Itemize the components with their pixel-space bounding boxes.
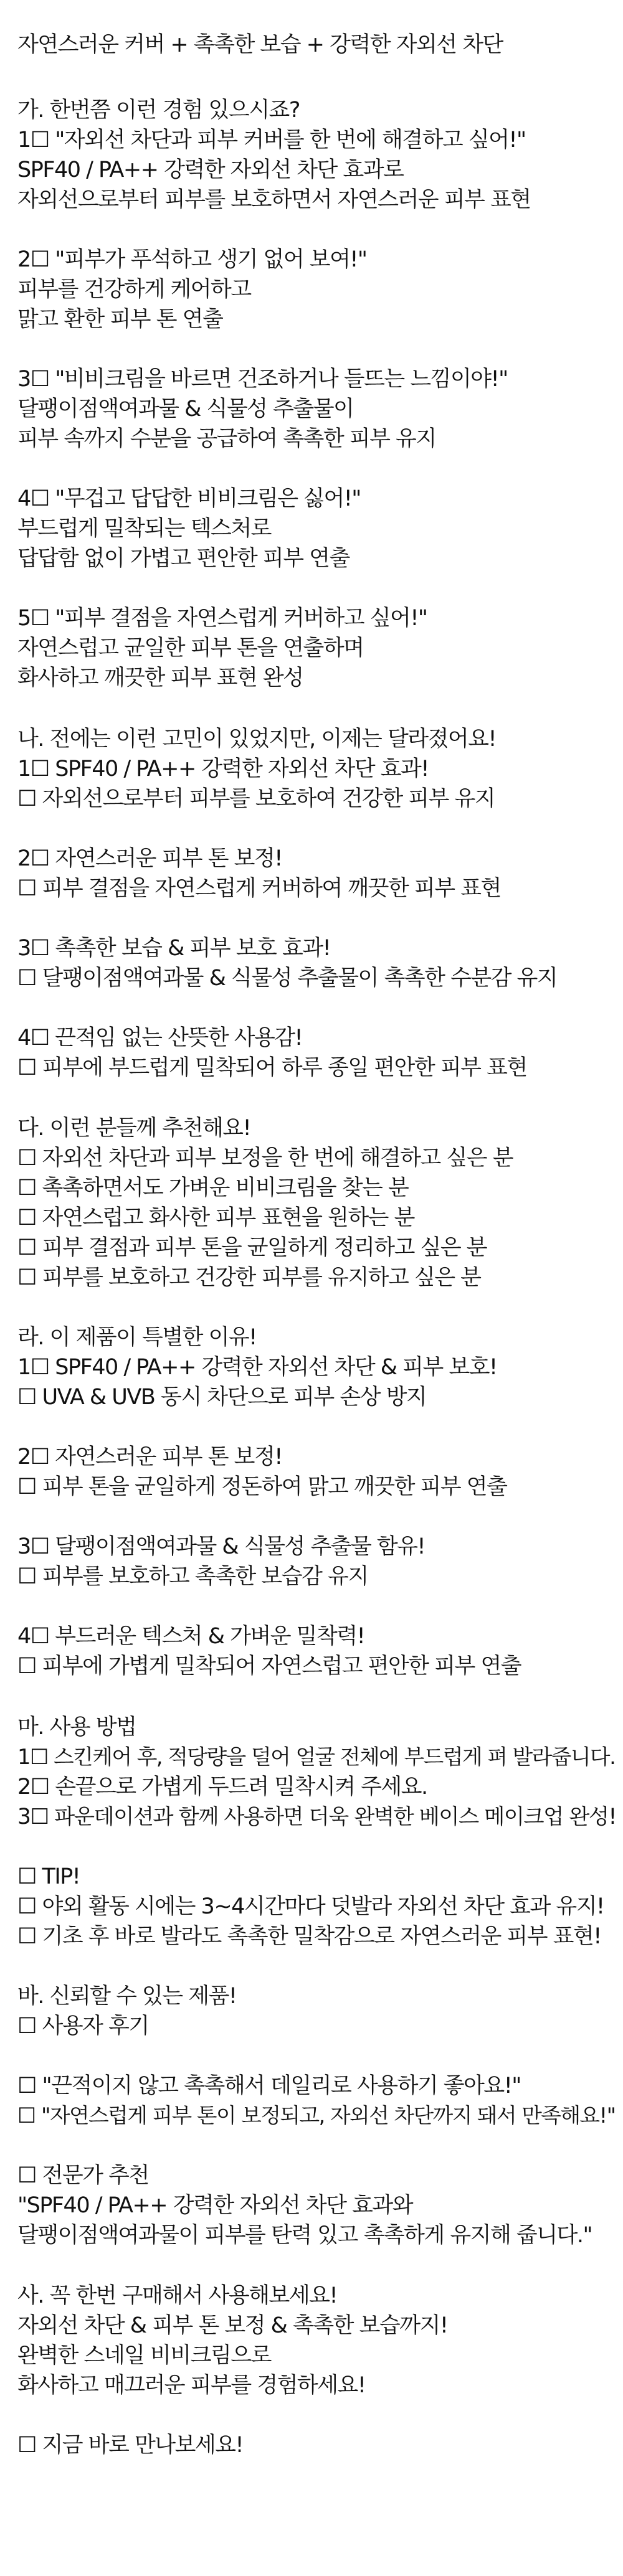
text-line: ☐ 사용자 후기 <box>17 2014 149 2039</box>
text-line: ☐ 피부에 부드럽게 밀착되어 하루 종일 편안한 피부 표현 <box>17 1055 527 1080</box>
text-line: 1☐ "자외선 차단과 피부 커버를 한 번에 해결하고 싶어!" <box>17 128 526 153</box>
text-line: 1☐ 스킨케어 후, 적당량을 덜어 얼굴 전체에 부드럽게 펴 발라줍니다. <box>17 1745 616 1769</box>
text-line: 피부 속까지 수분을 공급하여 촉촉한 피부 유지 <box>17 427 436 451</box>
text-line: ☐ 자외선 차단과 피부 보정을 한 번에 해결하고 싶은 분 <box>17 1146 513 1171</box>
text-line: 2☐ 손끝으로 가볍게 두드려 밀착시켜 주세요. <box>17 1775 427 1800</box>
text-line: 달팽이점액여과물이 피부를 탄력 있고 촉촉하게 유지해 줍니다." <box>17 2223 592 2248</box>
text-line: ☐ 기초 후 바로 발라도 촉촉한 밀착감으로 자연스러운 피부 표현! <box>17 1924 601 1949</box>
text-line: 1☐ SPF40 / PA++ 강력한 자외선 차단 & 피부 보호! <box>17 1355 497 1380</box>
text-line: ☐ 피부에 가볍게 밀착되어 자연스럽고 편안한 피부 연출 <box>17 1654 521 1679</box>
text-line: 달팽이점액여과물 & 식물성 추출물이 <box>17 397 354 422</box>
text-line: 1☐ SPF40 / PA++ 강력한 자외선 차단 효과! <box>17 757 429 781</box>
text-line: 2☐ 자연스러운 피부 톤 보정! <box>17 1445 282 1470</box>
section-heading: 사. 꼭 한번 구매해서 사용해보세요! <box>17 2283 337 2308</box>
text-line: ☐ UVA & UVB 동시 차단으로 피부 손상 방지 <box>17 1385 427 1410</box>
section-heading: 나. 전에는 이런 고민이 있었지만, 이제는 달라졌어요! <box>17 727 497 752</box>
text-line: 답답함 없이 가볍고 편안한 피부 연출 <box>17 546 350 571</box>
text-line: "SPF40 / PA++ 강력한 자외선 차단 효과와 <box>17 2193 413 2218</box>
text-line: SPF40 / PA++ 강력한 자외선 차단 효과로 <box>17 158 404 182</box>
text-line: ☐ 피부 결점을 자연스럽게 커버하여 깨끗한 피부 표현 <box>17 876 501 901</box>
text-line: ☐ 자연스럽고 화사한 피부 표현을 원하는 분 <box>17 1205 414 1230</box>
text-line: 3☐ 파운데이션과 함께 사용하면 더욱 완벽한 베이스 메이크업 완성! <box>17 1805 616 1829</box>
text-line: 2☐ "피부가 푸석하고 생기 없어 보여!" <box>17 247 367 272</box>
text-line: ☐ TIP! <box>17 1864 80 1889</box>
text-line: 화사하고 깨끗한 피부 표현 완성 <box>17 666 303 691</box>
section-heading: 라. 이 제품이 특별한 이유! <box>17 1325 257 1350</box>
text-line: ☐ 촉촉하면서도 가벼운 비비크림을 찾는 분 <box>17 1176 409 1201</box>
text-line: 부드럽게 밀착되는 텍스처로 <box>17 516 271 541</box>
text-line: ☐ 달팽이점액여과물 & 식물성 추출물이 촉촉한 수분감 유지 <box>17 966 558 991</box>
text-line: 3☐ "비비크림을 바르면 건조하거나 들뜨는 느낌이야!" <box>17 367 508 392</box>
section-heading: 바. 신뢰할 수 있는 제품! <box>17 1984 237 2009</box>
text-line: 자연스럽고 균일한 피부 톤을 연출하며 <box>17 636 364 661</box>
text-line: ☐ "자연스럽게 피부 톤이 보정되고, 자외선 차단까지 돼서 만족해요!" <box>17 2103 616 2128</box>
text-line: 화사하고 매끄러운 피부를 경험하세요! <box>17 2373 366 2398</box>
text-line: ☐ 피부를 보호하고 건강한 피부를 유지하고 싶은 분 <box>17 1265 481 1290</box>
text-line: 4☐ 부드러운 텍스처 & 가벼운 밀착력! <box>17 1624 365 1649</box>
text-line: ☐ 피부를 보호하고 촉촉한 보습감 유지 <box>17 1564 368 1589</box>
text-line: ☐ 피부 결점과 피부 톤을 균일하게 정리하고 싶은 분 <box>17 1235 487 1260</box>
text-line: 4☐ "무겁고 답답한 비비크림은 싫어!" <box>17 486 361 511</box>
text-line: ☐ "끈적이지 않고 촉촉해서 데일리로 사용하기 좋아요!" <box>17 2074 521 2098</box>
text-line: 맑고 환한 피부 톤 연출 <box>17 307 223 332</box>
text-line: 4☐ 끈적임 없는 산뜻한 사용감! <box>17 1026 303 1050</box>
text-line: 3☐ 달팽이점액여과물 & 식물성 추출물 함유! <box>17 1534 426 1559</box>
text-line: ☐ 자외선으로부터 피부를 보호하여 건강한 피부 유지 <box>17 786 495 811</box>
section-heading: 가. 한번쯤 이런 경험 있으시죠? <box>17 98 300 123</box>
text-line: ☐ 피부 톤을 균일하게 정돈하여 맑고 깨끗한 피부 연출 <box>17 1474 507 1499</box>
text-line: 자외선으로부터 피부를 보호하면서 자연스러운 피부 표현 <box>17 187 531 212</box>
text-line: 자외선 차단 & 피부 톤 보정 & 촉촉한 보습까지! <box>17 2313 448 2338</box>
text-line: 완벽한 스네일 비비크림으로 <box>17 2343 271 2368</box>
text-line: ☐ 야외 활동 시에는 3~4시간마다 덧발라 자외선 차단 효과 유지! <box>17 1894 604 1919</box>
text-line: 피부를 건강하게 케어하고 <box>17 277 251 302</box>
text-line: ☐ 전문가 추천 <box>17 2163 149 2188</box>
text-line: 2☐ 자연스러운 피부 톤 보정! <box>17 846 282 871</box>
closing-call-to-action: ☐ 지금 바로 만나보세요! <box>17 2433 244 2458</box>
section-heading: 마. 사용 방법 <box>17 1715 136 1740</box>
text-line: 5☐ "피부 결점을 자연스럽게 커버하고 싶어!" <box>17 606 427 631</box>
section-heading: 다. 이런 분들께 추천해요! <box>17 1116 251 1141</box>
text-line: 3☐ 촉촉한 보습 & 피부 보호 효과! <box>17 936 331 961</box>
headline: 자연스러운 커버 + 촉촉한 보습 + 강력한 자외선 차단 <box>17 32 503 57</box>
